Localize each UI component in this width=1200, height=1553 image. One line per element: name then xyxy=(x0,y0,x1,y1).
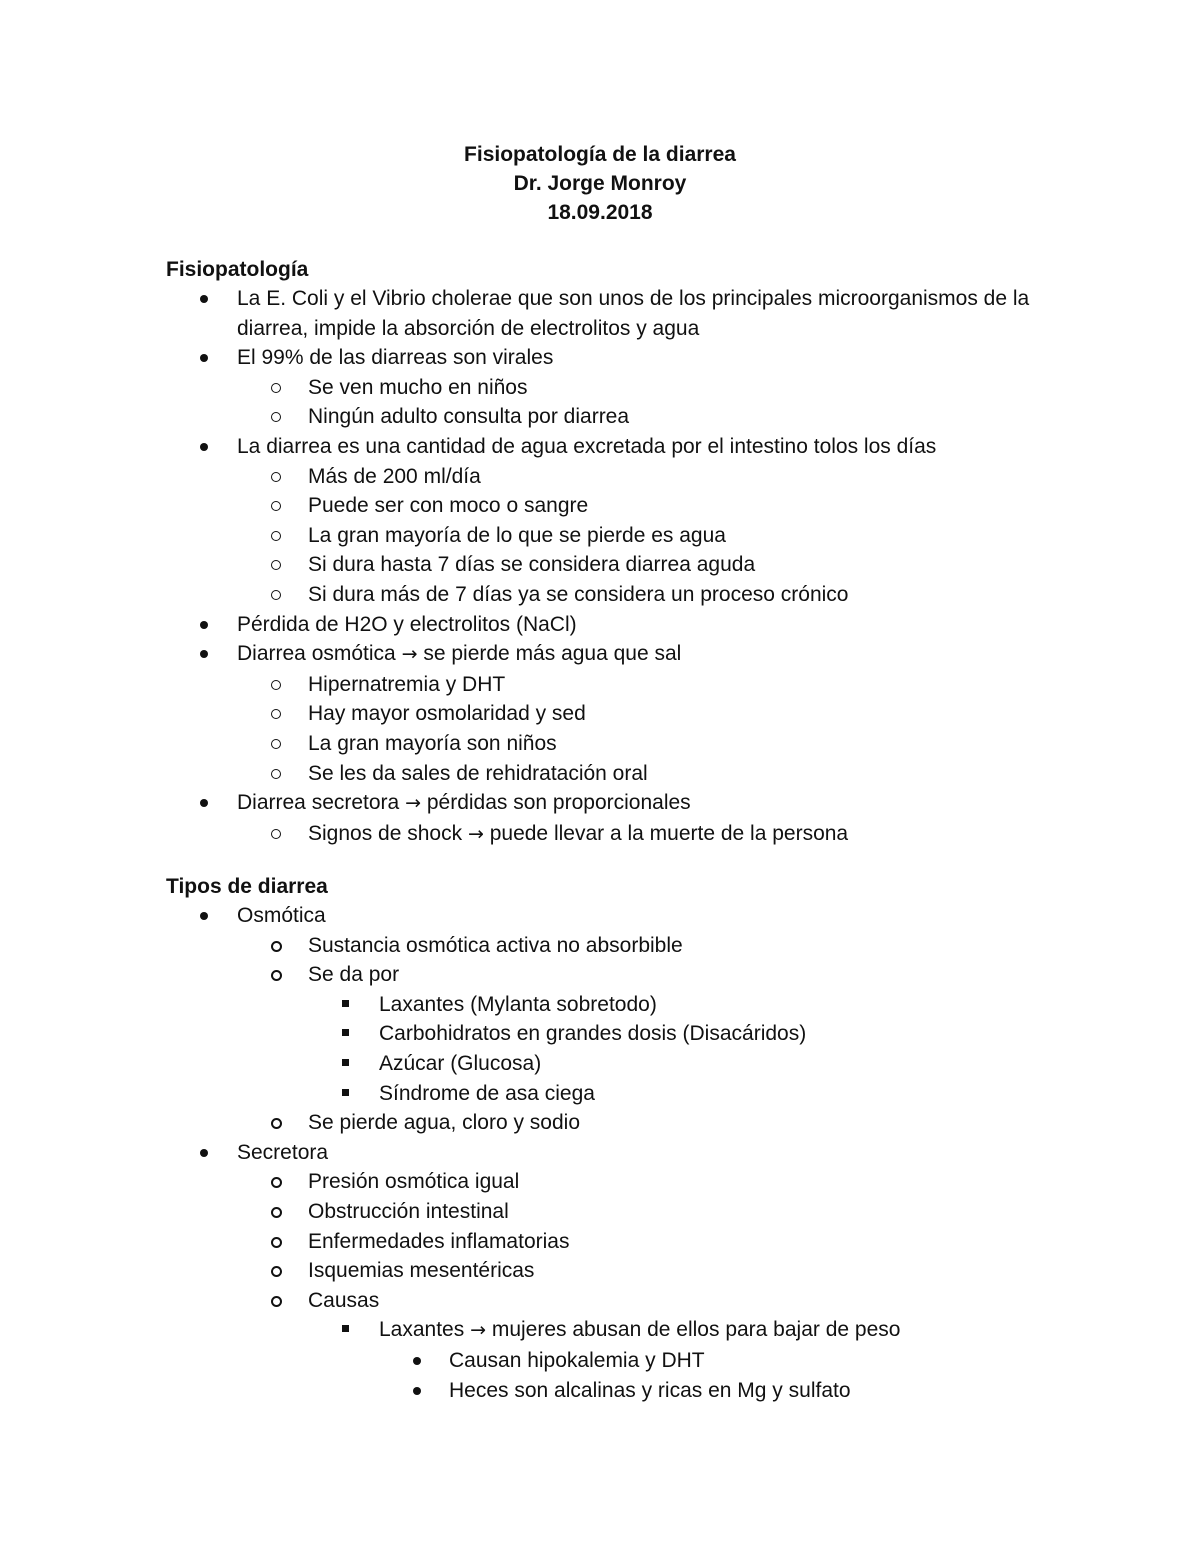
document-header xyxy=(0,140,1200,227)
arrow-right-icon: → xyxy=(405,792,421,815)
list-item-label: Se les da sales de rehidratación oral xyxy=(308,761,648,785)
list-item xyxy=(166,639,1066,670)
list-item-text xyxy=(308,1286,1066,1316)
list-item xyxy=(166,819,1066,850)
list-item xyxy=(166,990,1066,1020)
list-item xyxy=(166,1346,1066,1376)
document-title: Fisiopatología de la diarrea xyxy=(464,143,736,166)
list-item xyxy=(166,931,1066,961)
list-item-label: Diarrea secretora xyxy=(237,791,400,815)
list-item-text xyxy=(449,1376,1066,1406)
list-item-label: Se pierde agua, cloro y sodio xyxy=(308,1111,581,1135)
arrow-right-icon: → xyxy=(470,1319,486,1342)
list-item xyxy=(166,788,1066,819)
list-item xyxy=(166,580,1066,610)
list-item-label: La gran mayoría de lo que se pierde es agua xyxy=(308,523,726,547)
list-item-text xyxy=(308,491,1066,521)
list-item-label: Obstrucción intestinal xyxy=(308,1199,509,1223)
list-item-text xyxy=(308,402,1066,432)
list-item-label: Heces son alcalinas y ricas en Mg y sulfato xyxy=(449,1378,851,1402)
list-item xyxy=(166,432,1066,462)
list-item-label: Enfermedades inflamatorias xyxy=(308,1229,570,1253)
list-item-text xyxy=(379,1019,1066,1049)
list-item-text xyxy=(308,1167,1066,1197)
list-item-text xyxy=(237,610,1066,640)
list-item-label: Causan hipokalemia y DHT xyxy=(449,1348,705,1372)
list-item-text xyxy=(237,901,1066,931)
list-item-label: Laxantes xyxy=(379,1318,465,1342)
section-title-fisiopatologia: Fisiopatología xyxy=(166,258,309,281)
list-item xyxy=(166,699,1066,729)
arrow-right-icon: → xyxy=(467,822,484,845)
list-item-text xyxy=(308,729,1066,759)
list-item-label: La gran mayoría son niños xyxy=(308,731,557,755)
list-item xyxy=(166,1167,1066,1197)
list-item-text xyxy=(308,1227,1066,1257)
list-item xyxy=(166,343,1066,373)
list-item-text xyxy=(308,521,1066,551)
list-item xyxy=(166,1079,1066,1109)
list-item-label: Secretora xyxy=(237,1140,329,1164)
list-item-text xyxy=(308,931,1066,961)
list-item xyxy=(166,462,1066,492)
list-item-text xyxy=(308,462,1066,492)
list-item xyxy=(166,1315,1066,1346)
list-item-text xyxy=(308,550,1066,580)
list-item xyxy=(166,1376,1066,1406)
list-item-label: La E. Coli y el Vibrio cholerae que son unos de los principales microorganismos de la diarrea, impide la absorción de electrolitos y agua xyxy=(237,287,1030,340)
list-item-label: Presión osmótica igual xyxy=(308,1170,520,1194)
list-item-label: Más de 200 ml/día xyxy=(308,464,481,488)
list-item xyxy=(166,1108,1066,1138)
list-item-text xyxy=(308,960,1066,990)
list-item xyxy=(166,1138,1066,1168)
list-item-detail: se pierde más agua que sal xyxy=(423,642,682,666)
list-item-text xyxy=(308,759,1066,789)
list-item-text xyxy=(237,788,1066,819)
list-item-label: Si dura hasta 7 días se considera diarrea aguda xyxy=(308,553,756,577)
list-item xyxy=(166,550,1066,580)
list-item-label: Se da por xyxy=(308,963,400,987)
list-item xyxy=(166,284,1066,343)
list-item xyxy=(166,960,1066,990)
list-item-label: Puede ser con moco o sangre xyxy=(308,494,589,518)
list-item-label: Se ven mucho en niños xyxy=(308,375,528,399)
list-fisiopatologia xyxy=(166,284,1066,849)
list-item-label: Síndrome de asa ciega xyxy=(379,1081,595,1105)
document-date: 18.09.2018 xyxy=(547,201,653,224)
list-item-label: Carbohidratos en grandes dosis (Disacáridos) xyxy=(379,1022,807,1046)
list-item xyxy=(166,521,1066,551)
list-item xyxy=(166,1227,1066,1257)
list-item-label: Pérdida de H2O y electrolitos (NaCl) xyxy=(237,612,577,636)
list-item-text xyxy=(308,580,1066,610)
list-item-label: Laxantes (Mylanta sobretodo) xyxy=(379,992,657,1016)
list-item-text xyxy=(308,670,1066,700)
list-item-label: Sustancia osmótica activa no absorbible xyxy=(308,933,683,957)
list-item xyxy=(166,729,1066,759)
list-item-label: Diarrea osmótica xyxy=(237,642,396,666)
list-item-text xyxy=(237,639,1066,670)
list-item-text xyxy=(379,1079,1066,1109)
list-item-label: Osmótica xyxy=(237,904,326,927)
list-item-text xyxy=(308,819,1066,850)
list-item xyxy=(166,610,1066,640)
list-item-label: Signos de shock xyxy=(308,821,463,845)
list-item-text xyxy=(308,373,1066,403)
list-item xyxy=(166,670,1066,700)
list-item xyxy=(166,1019,1066,1049)
arrow-right-icon: → xyxy=(401,643,418,666)
list-item-detail: puede llevar a la muerte de la persona xyxy=(489,821,849,845)
list-item-label: Causas xyxy=(308,1288,380,1312)
list-item-text xyxy=(379,990,1066,1020)
list-item xyxy=(166,491,1066,521)
list-item-text xyxy=(308,1197,1066,1227)
list-item xyxy=(166,1286,1066,1316)
list-item-label: Azúcar (Glucosa) xyxy=(379,1051,542,1075)
list-item xyxy=(166,402,1066,432)
list-item-label: Ningún adulto consulta por diarrea xyxy=(308,405,630,429)
list-tipos-de-diarrea xyxy=(166,901,1066,1405)
section-title-tipos-de-diarrea: Tipos de diarrea xyxy=(166,875,328,898)
list-item-label: Hay mayor osmolaridad y sed xyxy=(308,702,586,726)
list-item-text xyxy=(308,1108,1066,1138)
list-item-text xyxy=(449,1346,1066,1376)
list-item-text xyxy=(379,1315,1066,1346)
list-item-text xyxy=(237,432,1066,462)
list-item-detail: mujeres abusan de ellos para bajar de peso xyxy=(491,1318,901,1342)
list-item-text xyxy=(237,343,1066,373)
list-item-text xyxy=(308,1256,1066,1286)
list-item xyxy=(166,759,1066,789)
list-item-label: Si dura más de 7 días ya se considera un proceso crónico xyxy=(308,582,849,606)
list-item-text xyxy=(379,1049,1066,1079)
list-item-label: La diarrea es una cantidad de agua excretada por el intestino tolos los días xyxy=(237,434,937,458)
list-item-text xyxy=(308,699,1066,729)
list-item xyxy=(166,1197,1066,1227)
list-item-label: Hipernatremia y DHT xyxy=(308,672,506,696)
list-item-label: Isquemias mesentéricas xyxy=(308,1259,535,1283)
list-item xyxy=(166,1049,1066,1079)
list-item-detail: pérdidas son proporcionales xyxy=(426,791,691,815)
list-item xyxy=(166,1256,1066,1286)
list-item xyxy=(166,901,1066,931)
list-item-text xyxy=(237,284,1066,343)
document-author: Dr. Jorge Monroy xyxy=(513,172,687,195)
list-item xyxy=(166,373,1066,403)
list-item-label: El 99% de las diarreas son virales xyxy=(237,346,554,370)
list-item-text xyxy=(237,1138,1066,1168)
